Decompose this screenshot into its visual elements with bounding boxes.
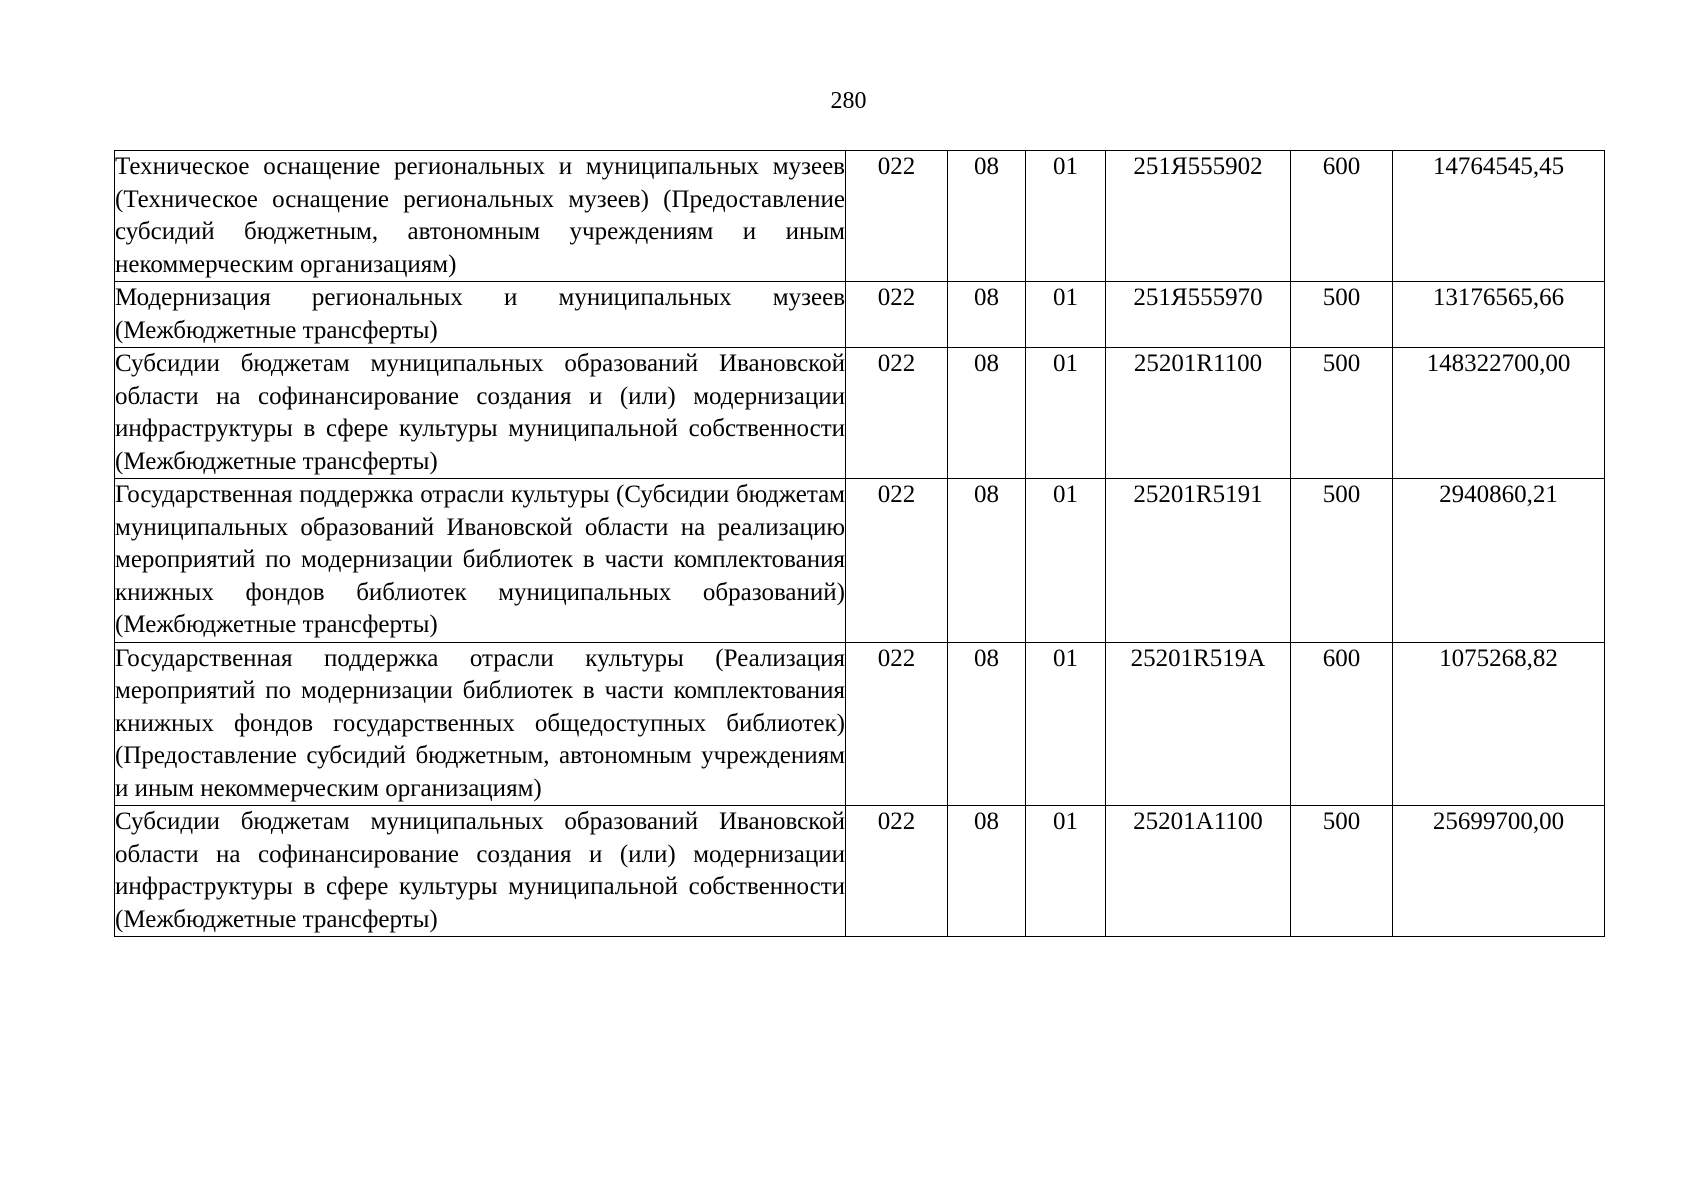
subsection-code: 01 bbox=[1026, 151, 1106, 282]
target-article-code: 25201R519A bbox=[1106, 642, 1291, 806]
subsection-code: 01 bbox=[1026, 348, 1106, 479]
amount: 25699700,00 bbox=[1393, 806, 1605, 937]
subsection-code: 01 bbox=[1026, 642, 1106, 806]
ministry-code: 022 bbox=[846, 151, 948, 282]
amount: 14764545,45 bbox=[1393, 151, 1605, 282]
section-code: 08 bbox=[948, 348, 1026, 479]
section-code: 08 bbox=[948, 642, 1026, 806]
section-code: 08 bbox=[948, 479, 1026, 643]
section-code: 08 bbox=[948, 282, 1026, 348]
amount: 13176565,66 bbox=[1393, 282, 1605, 348]
target-article-code: 25201R1100 bbox=[1106, 348, 1291, 479]
ministry-code: 022 bbox=[846, 282, 948, 348]
amount: 2940860,21 bbox=[1393, 479, 1605, 643]
amount: 148322700,00 bbox=[1393, 348, 1605, 479]
table-row bbox=[115, 282, 1605, 348]
row-description: Модернизация региональных и муниципальных музеев (Межбюджетные трансферты) bbox=[115, 282, 846, 348]
subsection-code: 01 bbox=[1026, 479, 1106, 643]
subsection-code: 01 bbox=[1026, 282, 1106, 348]
expense-type-code: 500 bbox=[1291, 479, 1393, 643]
expense-type-code: 600 bbox=[1291, 151, 1393, 282]
target-article-code: 25201R5191 bbox=[1106, 479, 1291, 643]
subsection-code: 01 bbox=[1026, 806, 1106, 937]
page-number: 280 bbox=[830, 88, 867, 114]
ministry-code: 022 bbox=[846, 479, 948, 643]
table-row bbox=[115, 151, 1605, 282]
target-article-code: 25201A1100 bbox=[1106, 806, 1291, 937]
expense-type-code: 600 bbox=[1291, 642, 1393, 806]
amount: 1075268,82 bbox=[1393, 642, 1605, 806]
table-row bbox=[115, 642, 1605, 806]
row-description: Субсидии бюджетам муниципальных образований Ивановской области на софинансирование создания и (или) модернизации инфраструктуры в сфере культуры муниципальной собственности (Межбюджетные трансферты) bbox=[115, 348, 846, 479]
row-description: Субсидии бюджетам муниципальных образований Ивановской области на софинансирование создания и (или) модернизации инфраструктуры в сфере культуры муниципальной собственности (Межбюджетные трансферты) bbox=[115, 806, 846, 937]
budget-table bbox=[114, 150, 1605, 937]
table-row bbox=[115, 348, 1605, 479]
expense-type-code: 500 bbox=[1291, 348, 1393, 479]
section-code: 08 bbox=[948, 806, 1026, 937]
ministry-code: 022 bbox=[846, 806, 948, 937]
table-row bbox=[115, 479, 1605, 643]
table-row bbox=[115, 806, 1605, 937]
target-article-code: 251Я555970 bbox=[1106, 282, 1291, 348]
row-description: Государственная поддержка отрасли культуры (Субсидии бюджетам муниципальных образований Ивановской области на реализацию мероприятий по модернизации библиотек в части комплектования книжных фондов библиотек муниципальных образований) (Межбюджетные трансферты) bbox=[115, 479, 846, 643]
section-code: 08 bbox=[948, 151, 1026, 282]
ministry-code: 022 bbox=[846, 642, 948, 806]
expense-type-code: 500 bbox=[1291, 806, 1393, 937]
row-description: Техническое оснащение региональных и муниципальных музеев (Техническое оснащение региональных музеев) (Предоставление субсидий бюджетным, автономным учреждениям и иным некоммерческим организациям) bbox=[115, 151, 846, 282]
row-description: Государственная поддержка отрасли культуры (Реализация мероприятий по модернизации библиотек в части комплектования книжных фондов государственных общедоступных библиотек) (Предоставление субсидий бюджетным, автономным учреждениям и иным некоммерческим организациям) bbox=[115, 642, 846, 806]
expense-type-code: 500 bbox=[1291, 282, 1393, 348]
target-article-code: 251Я555902 bbox=[1106, 151, 1291, 282]
ministry-code: 022 bbox=[846, 348, 948, 479]
